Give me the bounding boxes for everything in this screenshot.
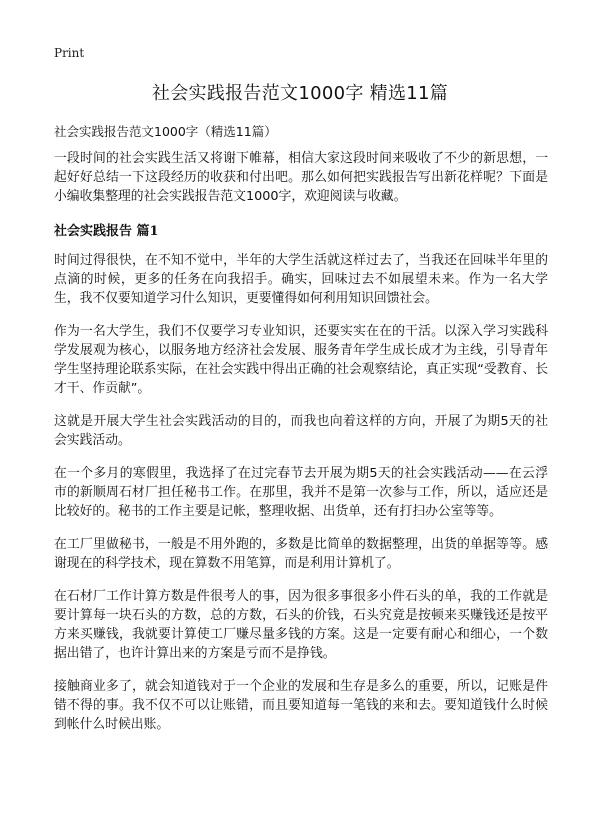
body-paragraph: 在一个多月的寒假里，我选择了在过完春节去开展为期5天的社会实践活动——在云浮市的新顺周石材厂担任秘书工作。在那里，我并不是第一次参与工作，所以，适应还是比较好的。秘书的工作主要是记帐，整理收据、出货单，还有打扫办公室等等。 bbox=[54, 466, 548, 519]
section-heading: 社会实践报告 篇1 bbox=[54, 224, 159, 239]
intro-paragraph: 一段时间的社会实践生活又将谢下帷幕，相信大家这段时间来吸收了不少的新思想，一起好好总结一下这段经历的收获和付出吧。那么如何把实践报告写出新花样呢？下面是小编收集整理的社会实践报告范文1000字，欢迎阅读与收藏。 bbox=[54, 151, 548, 204]
body-paragraph: 作为一名大学生，我们不仅要学习专业知识，还要实实在在的干活。以深入学习实践科学发展观为核心，以服务地方经济社会发展、服务青年学生成长成才为主线，引导青年学生坚持理论联系实际，在社会实践中得出正确的社会观察结论，真正实现“受教育、长才干、作贡献”。 bbox=[54, 324, 548, 396]
body-paragraph: 在工厂里做秘书，一般是不用外跑的，多数是比简单的数据整理，出货的单据等等。感谢现在的科学技术，现在算数不用笔算，而是利用计算机了。 bbox=[54, 537, 548, 571]
body-paragraph: 时间过得很快，在不知不觉中，半年的大学生活就这样过去了，当我还在回味半年里的点滴的时候，更多的任务在向我招手。确实，回味过去不如展望未来。作为一名大学生，我不仅要知道学习什么知识，更要懂得如何利用知识回馈社会。 bbox=[54, 253, 548, 306]
body-paragraph: 这就是开展大学生社会实践活动的目的，而我也向着这样的方向，开展了为期5天的社会实践活动。 bbox=[54, 414, 548, 448]
print-link[interactable]: Print bbox=[54, 46, 85, 60]
document-subtitle: 社会实践报告范文1000字（精选11篇） bbox=[54, 124, 277, 139]
article-body bbox=[54, 149, 548, 748]
body-paragraph: 在石材厂工作计算方数是件很考人的事，因为很多事很多小件石头的单，我的工作就是要计算每一块石头的方数，总的方数，石头的价钱，石头究竟是按顿来买赚钱还是按平方来买赚钱，我就要计算使工厂赚尽量多钱的方案。这是一定要有耐心和细心，一个数据出错了，也许计算出来的方案是亏而不是挣钱。 bbox=[54, 589, 548, 661]
body-paragraph: 接触商业多了，就会知道钱对于一个企业的发展和生存是多么的重要，所以，记账是件错不得的事。我不仅不可以让账错，而且要知道每一笔钱的来和去。要知道钱什么时候到帐什么时候出账。 bbox=[54, 679, 548, 732]
page-title: 社会实践报告范文1000字 精选11篇 bbox=[151, 83, 449, 104]
